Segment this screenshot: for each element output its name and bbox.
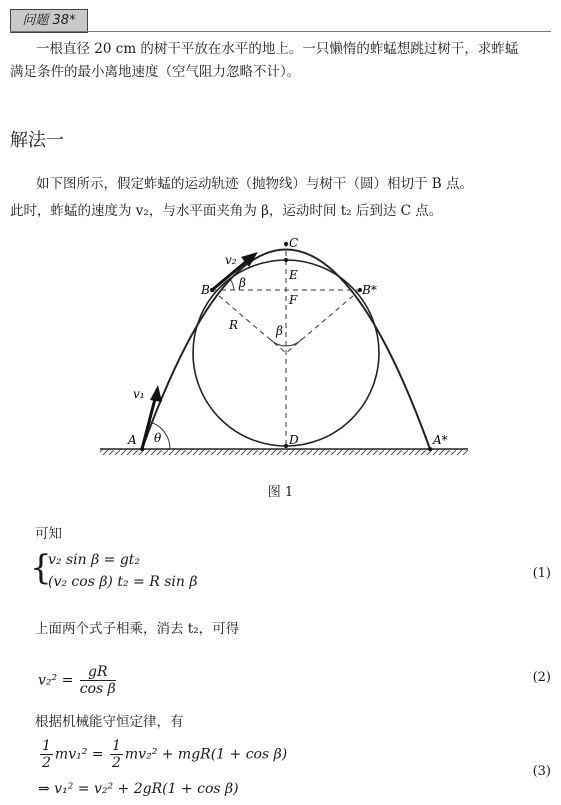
- known-label: 可知: [35, 526, 62, 542]
- eq1-brace: {: [30, 548, 52, 588]
- point-a: [140, 447, 144, 451]
- eq2-denominator: cos β: [79, 681, 116, 697]
- header-rule: [10, 31, 551, 32]
- eq3-lhs: mv₁² =: [54, 746, 104, 763]
- energy-text: 根据机械能守恒定律，有: [35, 714, 184, 730]
- label-beta-b: β: [239, 276, 246, 290]
- eq1-line2: (v₂ cos β) t₂ = R sin β: [48, 574, 198, 590]
- problem-tag: 问题 38*: [10, 9, 88, 33]
- eq3-half-1: $\frac{1}{2}$: [42, 738, 51, 771]
- eq3-line1: [38, 738, 287, 771]
- label-a: A: [128, 433, 137, 447]
- label-c: C: [289, 236, 299, 250]
- intro-line2: 此时，蚱蜢的速度为 v₂，与水平面夹角为 β，运动时间 t₂ 后到达 C 点。: [10, 203, 443, 219]
- eq2-lhs: v₂² =: [38, 672, 74, 689]
- beta-arc-b: [230, 279, 234, 290]
- eq2: [38, 664, 118, 697]
- eq2-fraction: [80, 664, 116, 697]
- problem-text-line2: 满足条件的最小离地速度（空气阻力忽略不计）。: [10, 64, 301, 80]
- label-e: E: [289, 268, 298, 282]
- intro-line1: 如下图所示，假定蚱蜢的运动轨迹（抛物线）与树干（圆）相切于 B 点。: [36, 176, 474, 192]
- label-d: D: [289, 433, 299, 447]
- ground-hatch: [100, 449, 468, 455]
- eq3-half-2: $\frac{1}{2}$: [111, 738, 121, 771]
- eq3-rhs: mv₂² + mgR(1 + cos β): [124, 746, 288, 763]
- label-v1: v₁: [133, 387, 145, 401]
- eq2-number: (2): [532, 670, 551, 685]
- eq1-number: (1): [532, 566, 551, 581]
- multiply-text: 上面两个式子相乘，消去 t₂，可得: [35, 621, 240, 637]
- problem-text-line1: 一根直径 20 cm 的树干平放在水平的地上。一只懒惰的蚱蜢想跳过树干，求蚱蜢: [36, 41, 519, 57]
- label-r: R: [229, 318, 239, 332]
- label-beta-center: β: [276, 324, 283, 338]
- v1-arrow-head: [150, 385, 162, 402]
- eq3-line2: ⇒ v₁² = v₂² + 2gR(1 + cos β): [38, 781, 239, 797]
- label-v2: v₂: [225, 253, 237, 267]
- label-bstar: B*: [362, 283, 377, 297]
- label-theta: θ: [154, 431, 162, 445]
- label-f: F: [289, 293, 298, 307]
- eq2-numerator: gR: [80, 664, 116, 681]
- point-e: [284, 258, 288, 262]
- eq3-number: (3): [532, 764, 551, 779]
- label-astar: A*: [433, 433, 448, 447]
- point-c: [284, 242, 288, 246]
- point-b: [210, 288, 214, 292]
- solution-heading: 解法一: [10, 130, 64, 151]
- trajectory-figure: [95, 228, 475, 464]
- point-d: [284, 444, 288, 448]
- eq1-line1: v₂ sin β = gt₂: [48, 552, 141, 568]
- point-astar: [428, 447, 432, 451]
- label-b: B: [201, 283, 210, 297]
- figure-caption: 图 1: [267, 485, 294, 500]
